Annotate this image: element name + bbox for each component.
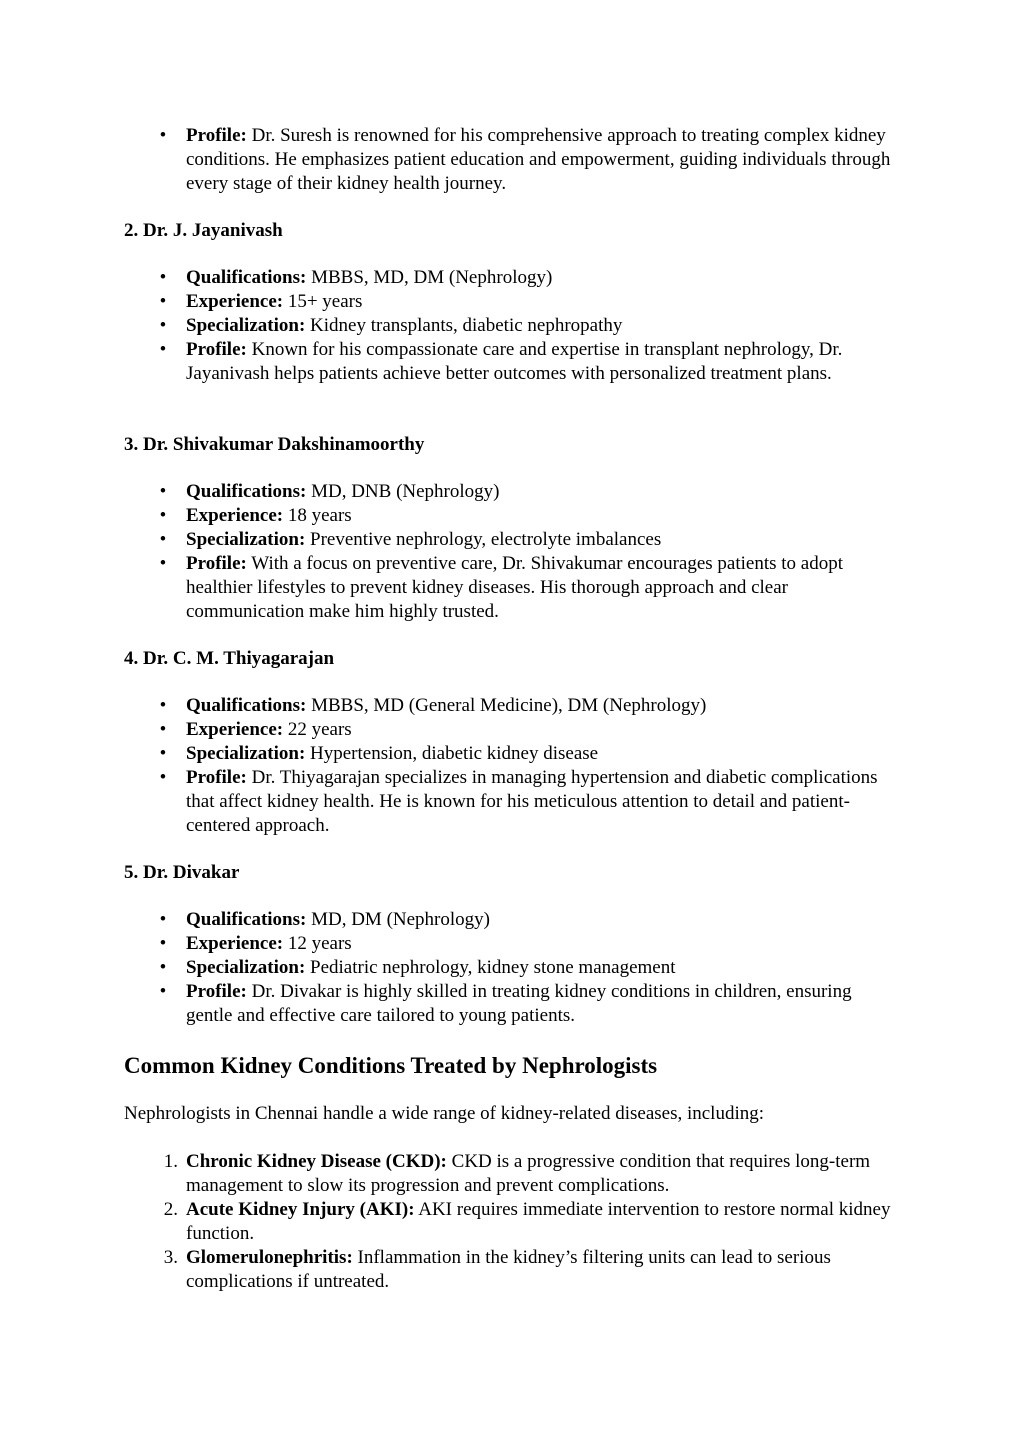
list-item bbox=[0, 980, 896, 1028]
profile-label: Profile: bbox=[186, 125, 247, 146]
list-item bbox=[0, 694, 896, 718]
profile-text: Dr. Thiyagarajan specializes in managing hypertension and diabetic complications that affect kidney health. He is known for his meticulous attention to detail and patient-centered approach. bbox=[186, 767, 878, 836]
section-intro: Nephrologists in Chennai handle a wide range of kidney-related diseases, including: bbox=[124, 1103, 765, 1124]
condition-label: Glomerulonephritis: bbox=[186, 1247, 353, 1268]
experience-label: Experience: bbox=[186, 291, 284, 312]
doctor-details-list bbox=[0, 908, 1023, 1028]
condition-text: CKD is a progressive condition that requires long-term management to slow its progression and prevent complications. bbox=[186, 1151, 871, 1196]
list-item bbox=[0, 338, 896, 386]
experience-value: 15+ years bbox=[287, 291, 363, 312]
profile-label: Profile: bbox=[186, 981, 247, 1002]
doctor-1-details-list bbox=[0, 124, 1023, 196]
doctor-details-list bbox=[0, 480, 1023, 624]
condition-label: Chronic Kidney Disease (CKD): bbox=[186, 1151, 447, 1172]
list-item bbox=[0, 314, 896, 338]
specialization-value: Pediatric nephrology, kidney stone management bbox=[310, 957, 676, 978]
doctor-details-list bbox=[0, 694, 1023, 838]
bullet-icon: • bbox=[159, 529, 167, 550]
list-number: 3. bbox=[163, 1247, 178, 1268]
list-item bbox=[0, 266, 896, 290]
qualifications-value: MD, DM (Nephrology) bbox=[311, 909, 490, 930]
qualifications-value: MBBS, MD, DM (Nephrology) bbox=[311, 267, 553, 288]
experience-label: Experience: bbox=[186, 933, 284, 954]
condition-text: AKI requires immediate intervention to restore normal kidney function. bbox=[186, 1199, 891, 1244]
bullet-icon: • bbox=[159, 909, 167, 930]
bullet-icon: • bbox=[159, 957, 167, 978]
doctor-heading: 3. Dr. Shivakumar Dakshinamoorthy bbox=[124, 434, 425, 455]
list-item bbox=[0, 932, 896, 956]
specialization-value: Preventive nephrology, electrolyte imbalances bbox=[310, 529, 662, 550]
bullet-icon: • bbox=[159, 553, 167, 574]
list-item bbox=[0, 1150, 901, 1198]
qualifications-label: Qualifications: bbox=[186, 267, 307, 288]
bullet-icon: • bbox=[159, 767, 167, 788]
profile-text: Dr. Suresh is renowned for his comprehensive approach to treating complex kidney conditions. He emphasizes patient education and empowerment, guiding individuals through every stage of their kidney health journey. bbox=[186, 125, 891, 194]
experience-value: 18 years bbox=[287, 505, 352, 526]
bullet-icon: • bbox=[159, 339, 167, 360]
conditions-list bbox=[0, 1150, 1023, 1294]
bullet-icon: • bbox=[159, 719, 167, 740]
specialization-label: Specialization: bbox=[186, 529, 306, 550]
specialization-value: Hypertension, diabetic kidney disease bbox=[310, 743, 599, 764]
experience-value: 12 years bbox=[287, 933, 352, 954]
condition-text: Inflammation in the kidney’s filtering units can lead to serious complications if untreated. bbox=[186, 1247, 831, 1292]
list-item bbox=[0, 1198, 901, 1246]
list-number: 2. bbox=[163, 1199, 178, 1220]
experience-label: Experience: bbox=[186, 505, 284, 526]
profile-text: Dr. Divakar is highly skilled in treating kidney conditions in children, ensuring gentle and effective care tailored to young patients. bbox=[186, 981, 852, 1026]
profile-text: Known for his compassionate care and expertise in transplant nephrology, Dr. Jayanivash helps patients achieve better outcomes with personalized treatment plans. bbox=[186, 339, 843, 384]
qualifications-value: MD, DNB (Nephrology) bbox=[311, 481, 500, 502]
doctor-heading: 5. Dr. Divakar bbox=[124, 862, 240, 883]
list-item bbox=[0, 718, 896, 742]
list-item bbox=[0, 766, 896, 838]
list-item bbox=[0, 504, 896, 528]
list-item bbox=[0, 552, 896, 624]
list-number: 1. bbox=[163, 1151, 178, 1172]
list-item bbox=[0, 908, 896, 932]
list-item bbox=[0, 742, 896, 766]
condition-label: Acute Kidney Injury (AKI): bbox=[186, 1199, 415, 1220]
bullet-icon: • bbox=[159, 695, 167, 716]
experience-label: Experience: bbox=[186, 719, 284, 740]
bullet-icon: • bbox=[159, 743, 167, 764]
qualifications-label: Qualifications: bbox=[186, 909, 307, 930]
list-item bbox=[0, 528, 896, 552]
bullet-icon: • bbox=[159, 933, 167, 954]
list-item bbox=[0, 290, 896, 314]
bullet-icon: • bbox=[159, 267, 167, 288]
profile-label: Profile: bbox=[186, 767, 247, 788]
bullet-icon: • bbox=[159, 505, 167, 526]
profile-label: Profile: bbox=[186, 339, 247, 360]
qualifications-label: Qualifications: bbox=[186, 481, 307, 502]
bullet-icon: • bbox=[159, 291, 167, 312]
specialization-label: Specialization: bbox=[186, 743, 306, 764]
bullet-icon: • bbox=[159, 125, 167, 146]
doctor-heading: 2. Dr. J. Jayanivash bbox=[124, 220, 283, 241]
section-heading: Common Kidney Conditions Treated by Nephrologists bbox=[124, 1053, 658, 1078]
specialization-label: Specialization: bbox=[186, 315, 306, 336]
list-item bbox=[0, 956, 896, 980]
experience-value: 22 years bbox=[287, 719, 352, 740]
qualifications-value: MBBS, MD (General Medicine), DM (Nephrology) bbox=[311, 695, 707, 716]
specialization-value: Kidney transplants, diabetic nephropathy bbox=[310, 315, 623, 336]
bullet-icon: • bbox=[159, 981, 167, 1002]
profile-label: Profile: bbox=[186, 553, 247, 574]
list-item bbox=[0, 1246, 901, 1294]
bullet-icon: • bbox=[159, 481, 167, 502]
doctor-details-list bbox=[0, 266, 1023, 386]
qualifications-label: Qualifications: bbox=[186, 695, 307, 716]
doctor-heading: 4. Dr. C. M. Thiyagarajan bbox=[124, 648, 335, 669]
bullet-icon: • bbox=[159, 315, 167, 336]
profile-text: With a focus on preventive care, Dr. Shivakumar encourages patients to adopt healthier lifestyles to prevent kidney diseases. His thorough approach and clear communication make him highly trusted. bbox=[186, 553, 844, 622]
list-item bbox=[0, 480, 896, 504]
list-item bbox=[0, 124, 896, 196]
specialization-label: Specialization: bbox=[186, 957, 306, 978]
